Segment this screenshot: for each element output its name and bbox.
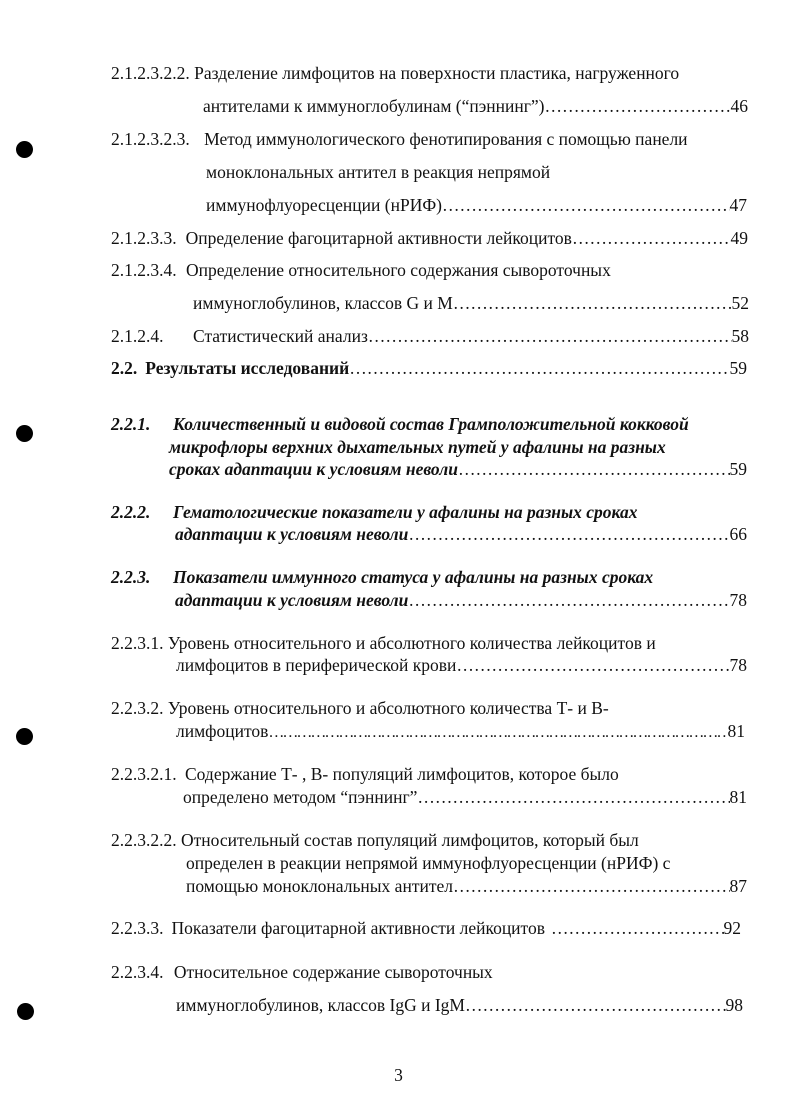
punch-hole-1: [16, 141, 33, 158]
toc-leader-line: [175, 589, 747, 611]
toc-title: иммунофлуоресценции (нРИФ): [206, 195, 442, 215]
toc-page-number: 58: [731, 326, 749, 346]
toc-page-number: 52: [731, 293, 749, 313]
toc-entry: [111, 829, 639, 851]
punch-hole-3: [16, 728, 33, 745]
toc-leader-line: [176, 654, 747, 676]
dot-leader: [453, 875, 730, 897]
toc-title: Статистический анализ: [193, 326, 368, 346]
toc-leader-line: [193, 292, 749, 314]
toc-entry: [111, 917, 741, 939]
toc-entry: [111, 961, 493, 983]
punch-hole-2: [16, 425, 33, 442]
toc-entry: [111, 501, 638, 523]
toc-page-number: 98: [725, 995, 743, 1015]
toc-title: помощью моноклональных антител: [186, 876, 453, 896]
punch-hole-4: [17, 1003, 34, 1020]
dot-leader: [408, 523, 729, 545]
dot-leader: [408, 589, 729, 611]
toc-title: Разделение лимфоцитов на поверхности пластика, нагруженного: [194, 63, 680, 83]
toc-number: 2.1.2.3.2.3.: [111, 129, 190, 149]
toc-entry: [111, 227, 748, 249]
dot-leader: [572, 227, 731, 249]
toc-page-number: 66: [729, 524, 747, 544]
toc-title: адаптации к условиям неволи: [175, 590, 409, 610]
toc-page-number: 81: [729, 787, 747, 807]
dot-leader: [545, 95, 731, 117]
toc-title-continuation: микрофлоры верхних дыхательных путей у афалины на разных: [169, 437, 666, 457]
toc-entry: [111, 259, 611, 281]
toc-title: Количественный и видовой состав Грамположительной кокковой: [173, 414, 689, 434]
toc-number: 2.2.1.: [111, 414, 151, 434]
toc-title-continuation: определен в реакции непрямой иммунофлуоресценции (нРИФ) с: [186, 853, 671, 873]
toc-number: 2.2.3.2.: [111, 698, 164, 718]
toc-leader-line: [176, 994, 743, 1016]
dot-leader: [456, 654, 729, 676]
toc-number: 2.1.2.3.2.2.: [111, 63, 190, 83]
toc-page-number: 78: [729, 655, 747, 675]
toc-title: Определение относительного содержания сывороточных: [186, 260, 611, 280]
toc-section-heading: [111, 357, 747, 379]
toc-leader-line: [176, 720, 745, 742]
toc-entry: [111, 413, 689, 435]
toc-entry: [111, 566, 653, 588]
toc-title: адаптации к условиям неволи: [175, 524, 409, 544]
dot-leader: [465, 994, 726, 1016]
toc-number: 2.2.3.3.: [111, 918, 164, 938]
toc-title: Гематологические показатели у афалины на разных сроках: [173, 502, 638, 522]
toc-page-number: 78: [729, 590, 747, 610]
toc-leader-line: [206, 194, 747, 216]
dot-leader: [349, 357, 729, 379]
toc-page-number: 47: [729, 195, 747, 215]
toc-title: антителами к иммуноглобулинам (“пэннинг”): [203, 96, 545, 116]
toc-entry: [111, 697, 609, 719]
dot-leader: [368, 325, 732, 347]
toc-title: лимфоцитов: [176, 721, 269, 741]
toc-title: Показатели иммунного статуса у афалины на разных сроках: [173, 567, 654, 587]
toc-leader-line: [175, 523, 747, 545]
toc-number: 2.1.2.4.: [111, 326, 164, 346]
toc-title: лимфоцитов в периферической крови: [176, 655, 457, 675]
toc-entry: [111, 325, 749, 347]
toc-title: Относительный состав популяций лимфоцитов, который был: [181, 830, 639, 850]
toc-title: Показатели фагоцитарной активности лейкоцитов: [171, 918, 545, 938]
toc-title: Метод иммунологического фенотипирования с помощью панели: [204, 129, 688, 149]
dot-leader: [442, 194, 730, 216]
toc-title: определено методом “пэннинг”: [183, 787, 418, 807]
toc-page-number: 46: [730, 96, 748, 116]
toc-page-number: 92: [723, 918, 741, 938]
toc-entry: [111, 632, 656, 654]
toc-title: Уровень относительного и абсолютного количества лейкоцитов и: [167, 633, 656, 653]
toc-number: 2.2.: [111, 358, 138, 378]
toc-entry: [111, 128, 688, 150]
toc-page-number: 59: [729, 358, 747, 378]
toc-title: иммуноглобулинов, классов G и M: [193, 293, 453, 313]
toc-number: 2.2.3.2.1.: [111, 764, 177, 784]
toc-page-number: 87: [729, 876, 747, 896]
dot-leader: [453, 292, 732, 314]
toc-title: иммуноглобулинов, классов IgG и IgM: [176, 995, 465, 1015]
toc-title: Относительное содержание сывороточных: [173, 962, 493, 982]
dot-leader: [268, 722, 727, 744]
toc-leader-line: [186, 875, 747, 897]
page-number: 3: [394, 1065, 403, 1085]
toc-number: 2.2.3.2.2.: [111, 830, 177, 850]
dot-leader: [417, 786, 729, 808]
toc-leader-line: [183, 786, 747, 808]
toc-title: Определение фагоцитарной активности лейкоцитов: [185, 228, 572, 248]
toc-number: 2.1.2.3.3.: [111, 228, 177, 248]
toc-number: 2.2.2.: [111, 502, 151, 522]
toc-page-number: 59: [729, 459, 747, 479]
dot-leader: [551, 917, 724, 939]
toc-number: 2.2.3.: [111, 567, 151, 587]
toc-number: 2.2.3.1.: [111, 633, 164, 653]
toc-title-continuation: моноклональных антител в реакция непрямой: [206, 162, 551, 182]
toc-title: сроках адаптации к условиям неволи: [169, 459, 458, 479]
toc-title: Уровень относительного и абсолютного количества Т- и В-: [167, 698, 609, 718]
toc-page-number: 81: [727, 721, 745, 741]
toc-number: 2.1.2.3.4.: [111, 260, 177, 280]
toc-entry: [111, 763, 619, 785]
toc-title: Содержание Т- , В- популяций лимфоцитов, которое было: [185, 764, 619, 784]
toc-entry: [111, 62, 679, 84]
toc-leader-line: [169, 458, 747, 480]
toc-page-number: 49: [730, 228, 748, 248]
toc-title: Результаты исследований: [145, 358, 350, 378]
dot-leader: [458, 458, 730, 480]
toc-number: 2.2.3.4.: [111, 962, 164, 982]
toc-leader-line: [203, 95, 748, 117]
